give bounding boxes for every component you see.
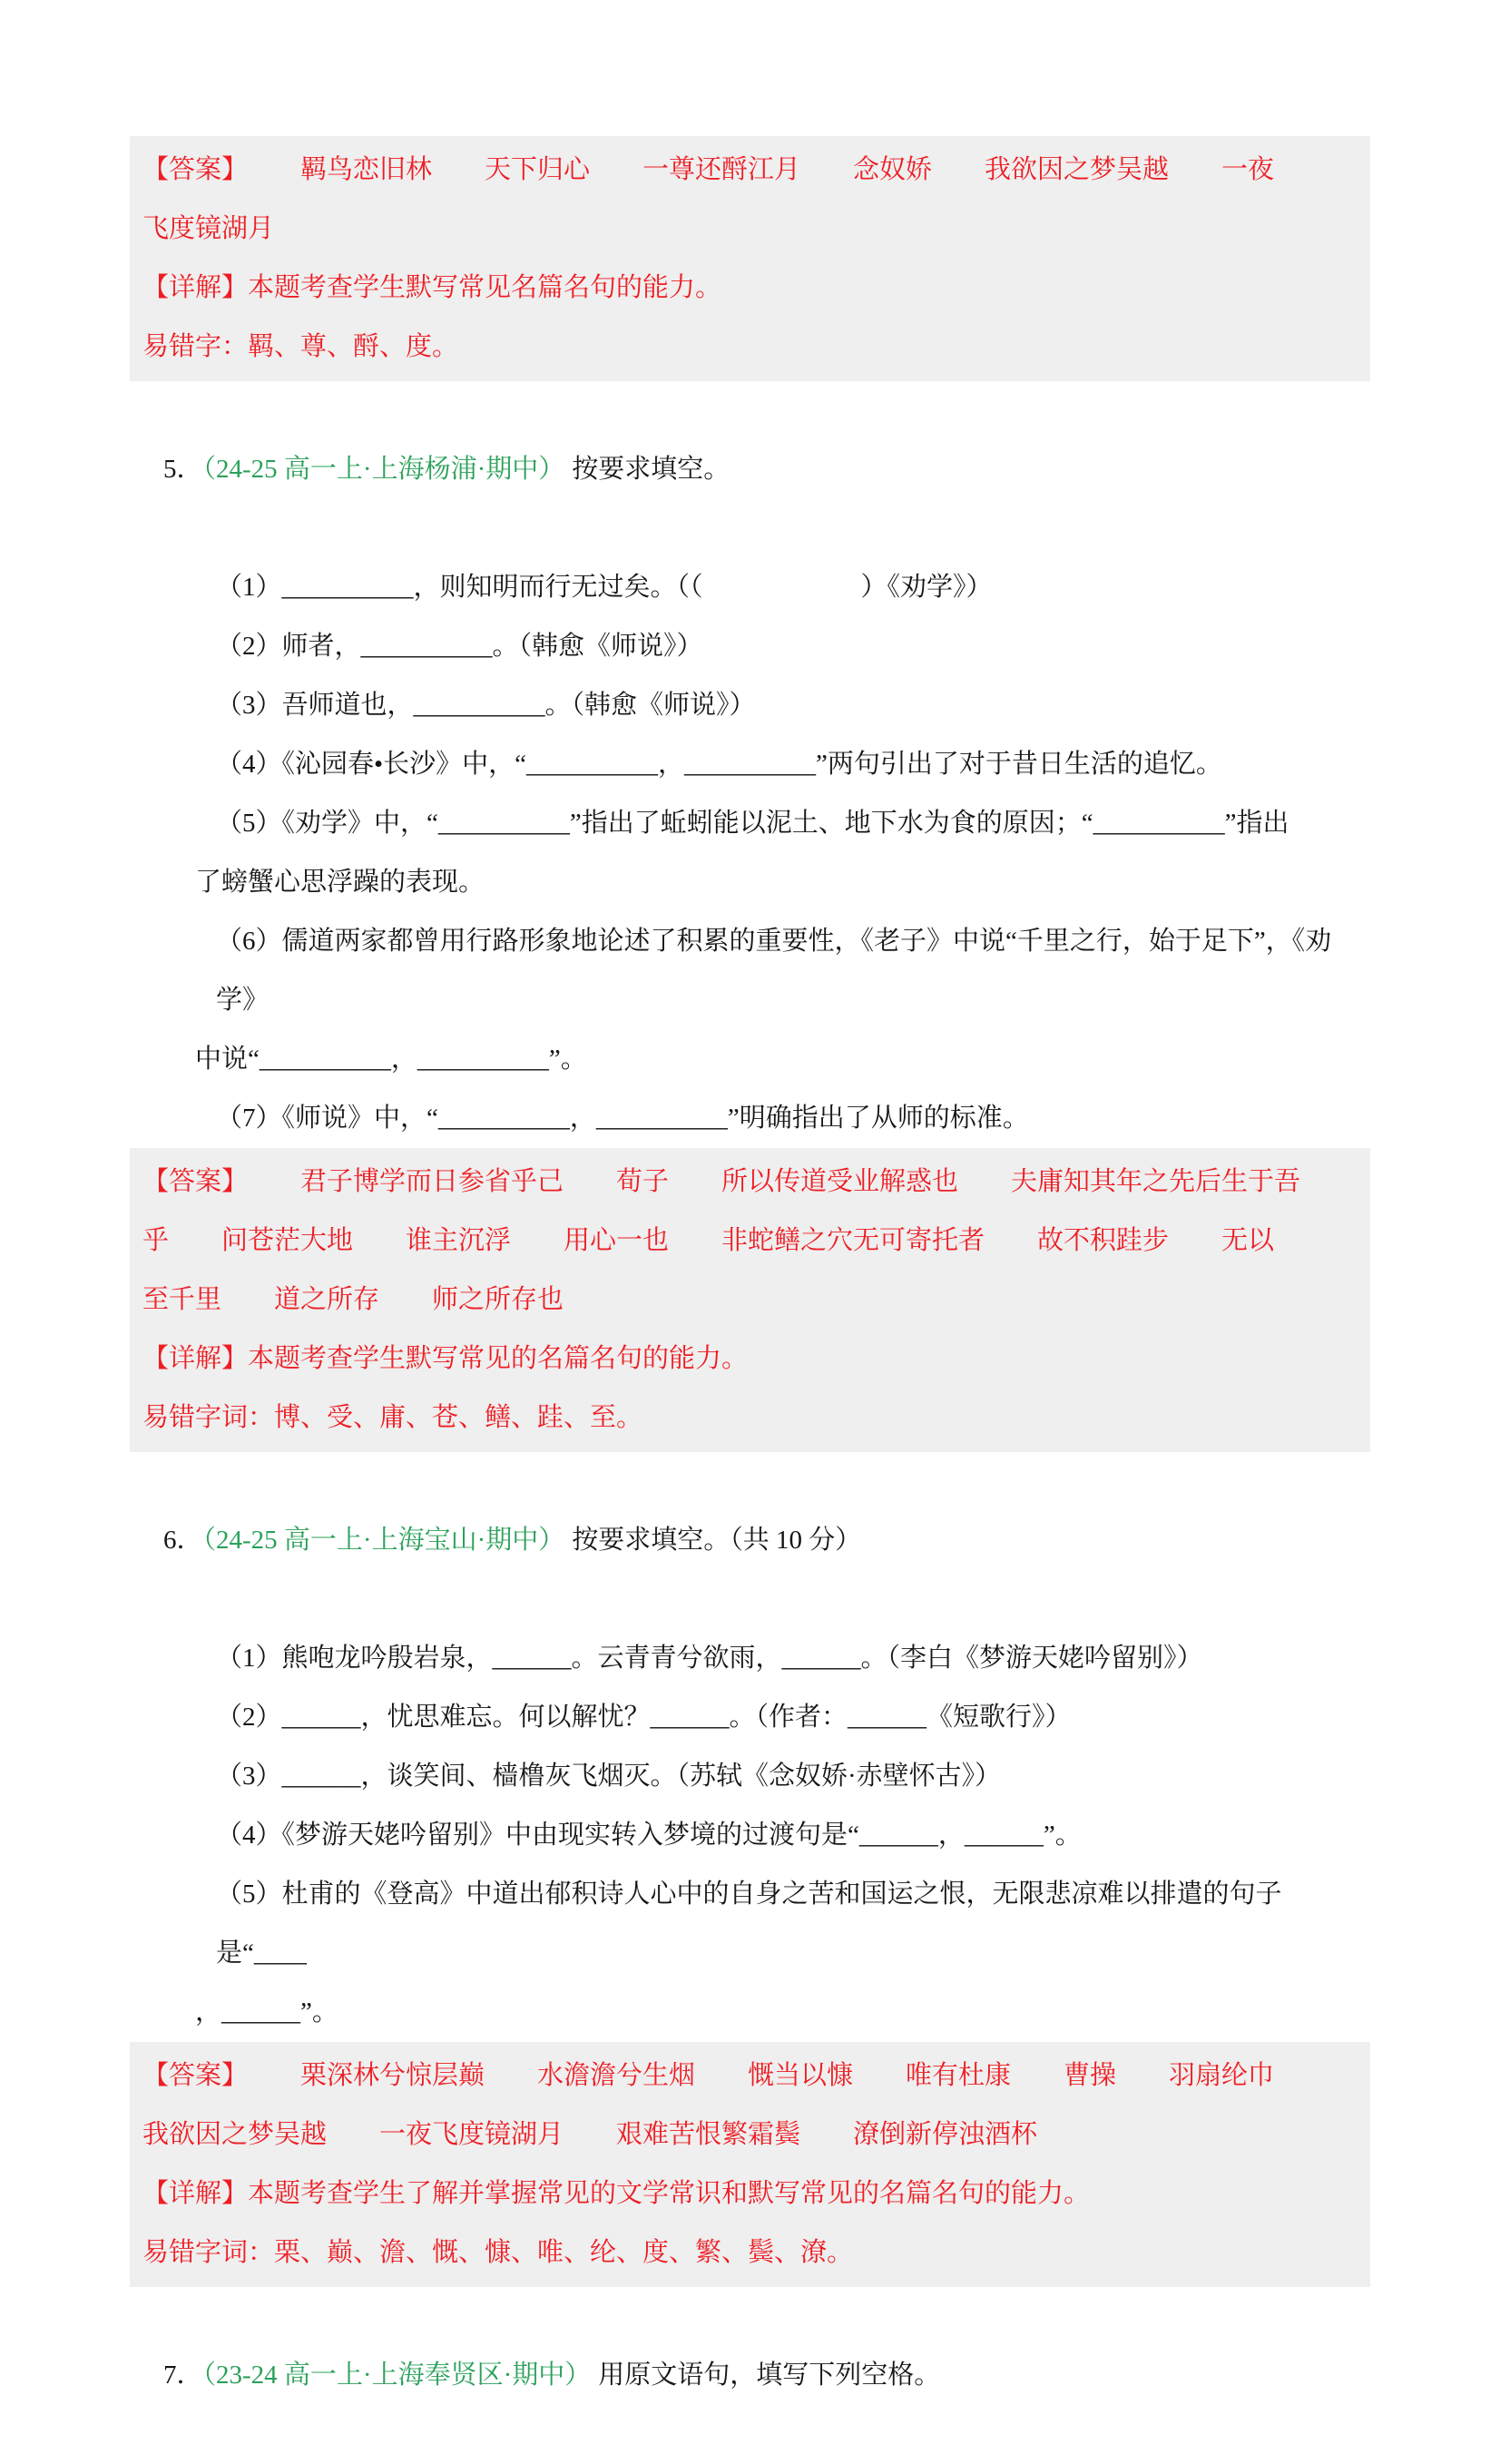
detail-line: 【详解】本题考查学生默写常见名篇名句的能力。 — [142, 273, 722, 302]
question-5-item-2: （2）师者，__________。（韩愈《师说》） — [216, 632, 703, 661]
question-6-item-3: （3）______，谈笑间、樯橹灰飞烟灭。（苏轼《念奴娇·赤壁怀古》） — [216, 1762, 1002, 1791]
question-7-number: 7． — [163, 2361, 203, 2390]
answer-line: 飞度镜湖月 — [142, 214, 275, 243]
detail-line: 【详解】本题考查学生默写常见的名篇名句的能力。 — [142, 1344, 749, 1373]
question-7-prompt: 用原文语句，填写下列空格。 — [598, 2361, 941, 2390]
error-chars-line: 易错字词：博、受、庸、苍、鳝、跬、至。 — [142, 1403, 643, 1432]
question-7-heading — [130, 2287, 1370, 2464]
question-6-item-5: （5）杜甫的《登高》中道出郁积诗人心中的自身之苦和国运之恨，无限悲凉难以排遣的句子是“____ — [216, 1880, 1282, 1968]
question-5-source: （24-25 高一上·上海杨浦·期中） — [202, 455, 565, 484]
question-5-item-5: （5）《劝学》中，“__________”指出了蚯蚓能以泥土、地下水为食的原因；“__________”指出 — [216, 809, 1289, 838]
error-chars-line: 易错字词：栗、巅、澹、慨、慷、唯、纶、度、繁、鬓、潦。 — [142, 2238, 854, 2267]
question-5-item-6-continuation: 中说“__________，__________”。 — [195, 1045, 587, 1074]
answer-block-q4 — [130, 136, 1370, 381]
question-6-number: 6． — [163, 1526, 203, 1555]
question-6-item-5-continuation: ，______”。 — [195, 1998, 338, 2027]
answer-block-q5 — [130, 1148, 1370, 1452]
answer-line: 至千里 道之所存 师之所存也 — [142, 1285, 564, 1314]
detail-line: 【详解】本题考查学生了解并掌握常见的文学常识和默写常见的名篇名句的能力。 — [142, 2179, 1091, 2208]
question-5-prompt: 按要求填空。 — [572, 455, 730, 484]
question-6-source: （24-25 高一上·上海宝山·期中） — [202, 1526, 565, 1555]
answer-line: 乎 问苍茫大地 谁主沉浮 用心一也 非蛇鳝之穴无可寄托者 故不积跬步 无以 — [142, 1226, 1275, 1255]
question-5-number: 5． — [163, 455, 203, 484]
question-6-heading — [130, 1452, 1370, 1629]
error-chars-line: 易错字：羁、尊、酹、度。 — [142, 332, 459, 361]
answer-line: 【答案】 羁鸟恋旧林 天下归心 一尊还酹江月 念奴娇 我欲因之梦吴越 一夜 — [142, 155, 1275, 184]
question-6-item-4: （4）《梦游天姥吟留别》中由现实转入梦境的过渡句是“______，______”。 — [216, 1821, 1082, 1850]
answer-line: 我欲因之梦吴越 一夜飞度镜湖月 艰难苦恨繁霜鬓 潦倒新停浊酒杯 — [142, 2120, 1038, 2149]
question-6-prompt: 按要求填空。（共 10 分） — [572, 1526, 862, 1555]
question-5-item-6: （6）儒道两家都曾用行路形象地论述了积累的重要性，《老子》中说“千里之行，始于足下”，《劝学》 — [216, 927, 1332, 1015]
question-5-item-1: （1）__________，则知明而行无过矣。（（ ）《劝学》） — [216, 573, 993, 602]
answer-block-q6 — [130, 2042, 1370, 2287]
question-7-source: （23-24 高一上·上海奉贤区·期中） — [202, 2361, 592, 2390]
question-5-item-4: （4）《沁园春•长沙》中，“__________，__________”两句引出了对于昔日生活的追忆。 — [216, 750, 1222, 779]
question-5-item-5-continuation: 了螃蟹心思浮躁的表现。 — [195, 868, 485, 897]
question-6-item-1: （1）熊咆龙吟殷岩泉，______。云青青兮欲雨，______。（李白《梦游天姥吟留别》） — [216, 1644, 1203, 1673]
question-6-item-2: （2）______，忧思难忘。何以解忧？______。（作者：______《短歌行》） — [216, 1703, 1072, 1732]
question-5-heading — [130, 381, 1370, 558]
answer-line: 【答案】 君子博学而日参省乎己 荀子 所以传道受业解惑也 夫庸知其年之先后生于吾 — [142, 1167, 1301, 1196]
question-5-item-7: （7）《师说》中，“__________，__________”明确指出了从师的标准。 — [216, 1104, 1029, 1133]
question-5-item-3: （3）吾师道也，__________。（韩愈《师说》） — [216, 691, 756, 720]
answer-line: 【答案】 栗深林兮惊层巅 水澹澹兮生烟 慨当以慷 唯有杜康 曹操 羽扇纶巾 — [142, 2061, 1275, 2090]
